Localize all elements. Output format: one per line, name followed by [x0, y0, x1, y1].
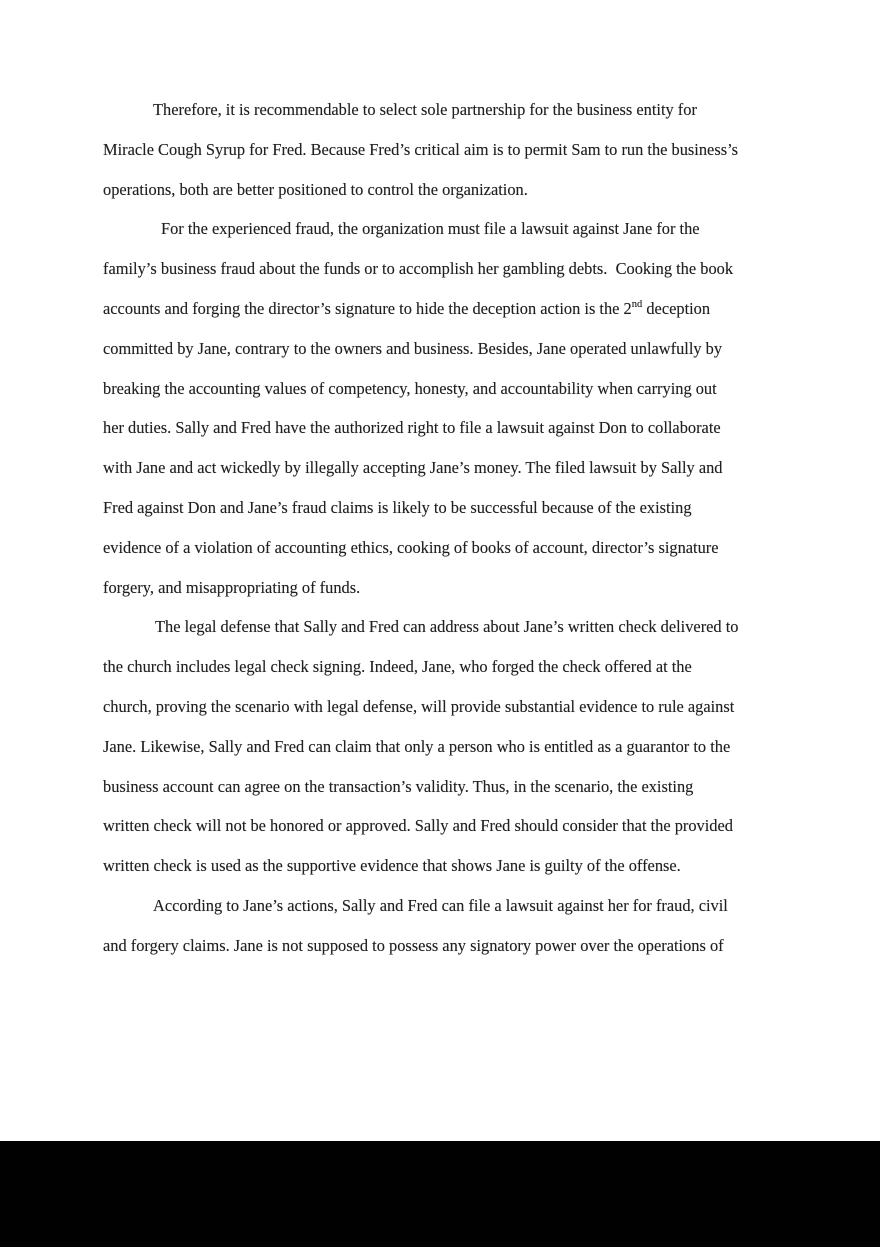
text-line: Jane. Likewise, Sally and Fred can claim that only a person who is entitled as a guarantor to the [103, 736, 731, 756]
paragraph [103, 209, 793, 607]
text-line: Fred against Don and Jane’s fraud claims is likely to be successful because of the existing [103, 497, 692, 517]
paragraph [103, 607, 793, 886]
text-line: operations, both are better positioned to control the organization. [103, 179, 528, 199]
text-line: breaking the accounting values of competency, honesty, and accountability when carrying out [103, 378, 717, 398]
text-line: committed by Jane, contrary to the owners and business. Besides, Jane operated unlawfully by [103, 338, 723, 358]
essay-text [103, 90, 793, 966]
text-line: business account can agree on the transaction’s validity. Thus, in the scenario, the existing [103, 776, 694, 796]
text-line: The legal defense that Sally and Fred can address about Jane’s written check delivered to [155, 617, 739, 637]
text-line: the church includes legal check signing. Indeed, Jane, who forged the check offered at the [103, 657, 692, 677]
text-line: written check will not be honored or approved. Sally and Fred should consider that the provided [103, 816, 733, 836]
text-line: her duties. Sally and Fred have the authorized right to file a lawsuit against Don to collaborate [103, 418, 721, 438]
line-text: accounts and forging the director’s signature to hide the deception action is the 2 [103, 298, 632, 318]
text-line: forgery, and misappropriating of funds. [103, 577, 361, 597]
text-line: Therefore, it is recommendable to select sole partnership for the business entity for [153, 100, 697, 119]
text-line: family’s business fraud about the funds or to accomplish her gambling debts. Cooking the book [103, 259, 734, 279]
text-line: with Jane and act wickedly by illegally accepting Jane’s money. The filed lawsuit by Sally and [103, 458, 723, 478]
superscript: nd [631, 299, 643, 311]
text-line: church, proving the scenario with legal defense, will provide substantial evidence to rule against [103, 696, 735, 716]
bottom-black-bar [0, 1141, 880, 1247]
text-line: Miracle Cough Syrup for Fred. Because Fred’s critical aim is to permit Sam to run the business’s [103, 139, 739, 159]
text-line: For the experienced fraud, the organization must file a lawsuit against Jane for the [161, 219, 700, 239]
text-line: written check is used as the supportive evidence that shows Jane is guilty of the offense. [103, 856, 681, 876]
paragraph [103, 886, 793, 966]
text-line: evidence of a violation of accounting ethics, cooking of books of account, director’s signature [103, 537, 719, 557]
text-line: and forgery claims. Jane is not supposed to possess any signatory power over the operations of [103, 935, 724, 955]
text-line [103, 289, 793, 329]
paragraph [103, 90, 793, 209]
text-line: According to Jane’s actions, Sally and Fred can file a lawsuit against her for fraud, civil [153, 895, 728, 915]
line-text: deception [642, 298, 711, 318]
